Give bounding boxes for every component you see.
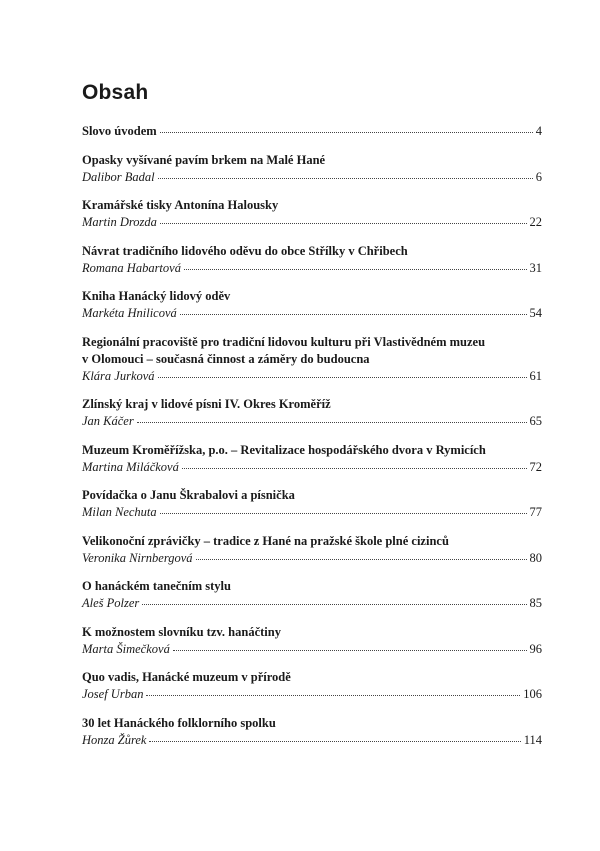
dot-leader: [196, 559, 527, 560]
toc-entry-author: Milan Nechuta: [82, 505, 157, 519]
dot-leader: [160, 513, 527, 514]
toc-entry[interactable]: [82, 715, 542, 749]
toc-entry[interactable]: [82, 396, 542, 430]
toc-entry-author: Martin Drozda: [82, 215, 157, 229]
toc-entry-title: Zlínský kraj v lidové písni IV. Okres Kroměříž: [82, 397, 331, 411]
toc-entry-intro[interactable]: [82, 123, 542, 140]
toc-page-number: 96: [529, 641, 542, 656]
toc-entry-author: Veronika Nirnbergová: [82, 550, 193, 565]
dot-leader: [182, 468, 527, 469]
dot-leader: [149, 741, 520, 742]
dot-leader: [146, 695, 520, 696]
toc-page-number: 61: [529, 368, 542, 383]
toc-page-number: 4: [535, 124, 542, 138]
toc-page-number: 114: [523, 732, 542, 747]
toc-entry[interactable]: [82, 533, 542, 567]
toc-entry-author: Romana Habartová: [82, 260, 181, 275]
toc-entry-title: Opasky vyšívané pavím brkem na Malé Hané: [82, 152, 326, 167]
toc-entry[interactable]: [82, 442, 542, 476]
toc-page-number: 54: [529, 306, 542, 320]
page-title: Obsah: [82, 81, 149, 104]
toc-entry-author: Klára Jurková: [82, 368, 155, 383]
toc-entry-title: Velikonoční zprávičky – tradice z Hané na pražské škole plné cizinců: [82, 533, 449, 548]
toc-page-number: 85: [529, 596, 542, 610]
toc-entry-title: Povídačka o Janu Škrabalovi a písnička: [82, 488, 295, 502]
dot-leader: [160, 223, 527, 224]
toc-entry-author: Marta Šimečková: [82, 641, 170, 656]
dot-leader: [142, 604, 526, 605]
toc-entry-title: Slovo úvodem: [82, 124, 157, 138]
toc-entry[interactable]: [82, 669, 542, 703]
dot-leader: [160, 132, 533, 133]
toc-entry-author: Dalibor Badal: [82, 169, 155, 184]
toc-entry-title: K možnostem slovníku tzv. hanáčtiny: [82, 624, 281, 639]
toc-entry[interactable]: [82, 578, 542, 612]
table-of-contents: [82, 123, 542, 760]
toc-entry-author: Honza Žůrek: [82, 732, 147, 747]
toc-page-number: 77: [529, 505, 542, 519]
toc-entry-author: Jan Káčer: [82, 414, 134, 428]
toc-entry-title: Návrat tradičního lidového oděvu do obce Střílky v Chřibech: [82, 243, 408, 258]
toc-entry[interactable]: [82, 197, 542, 231]
toc-entry[interactable]: [82, 487, 542, 521]
toc-entry-author: Martina Miláčková: [82, 459, 179, 474]
toc-entry-title: Kniha Hanácký lidový oděv: [82, 289, 231, 303]
dot-leader: [158, 178, 533, 179]
toc-page-number: 80: [529, 550, 542, 565]
toc-entry-author: Markéta Hnilicová: [82, 306, 177, 320]
toc-entry[interactable]: [82, 334, 542, 385]
toc-page-number: 31: [529, 260, 542, 275]
toc-entry-title: 30 let Hanáckého folklorního spolku: [82, 715, 276, 730]
toc-entry[interactable]: [82, 243, 542, 277]
toc-page-number: 65: [529, 414, 542, 428]
toc-entry[interactable]: [82, 624, 542, 658]
toc-page-number: 106: [523, 687, 542, 701]
toc-entry-title: Muzeum Kroměřížska, p.o. – Revitalizace hospodářského dvora v Rymicích: [82, 442, 486, 457]
toc-entry-title: Regionální pracoviště pro tradiční lidovou kulturu při Vlastivědném muzeu v Olomouci – současná činnost a záměry do budoucna: [82, 334, 486, 366]
toc-page-number: 72: [529, 459, 542, 474]
toc-page-number: 22: [529, 215, 542, 229]
dot-leader: [184, 269, 527, 270]
toc-page-number: 6: [535, 169, 542, 184]
toc-entry-author: Josef Urban: [82, 687, 144, 701]
dot-leader: [137, 422, 527, 423]
toc-entry-title: O hanáckém tanečním stylu: [82, 579, 231, 593]
toc-entry-title: Quo vadis, Hanácké muzeum v přírodě: [82, 670, 291, 684]
dot-leader: [180, 314, 527, 315]
toc-entry[interactable]: [82, 152, 542, 186]
toc-entry[interactable]: [82, 288, 542, 322]
toc-entry-title: Kramářské tisky Antonína Halousky: [82, 198, 279, 212]
dot-leader: [158, 377, 527, 378]
dot-leader: [173, 650, 527, 651]
toc-entry-author: Aleš Polzer: [82, 596, 140, 610]
